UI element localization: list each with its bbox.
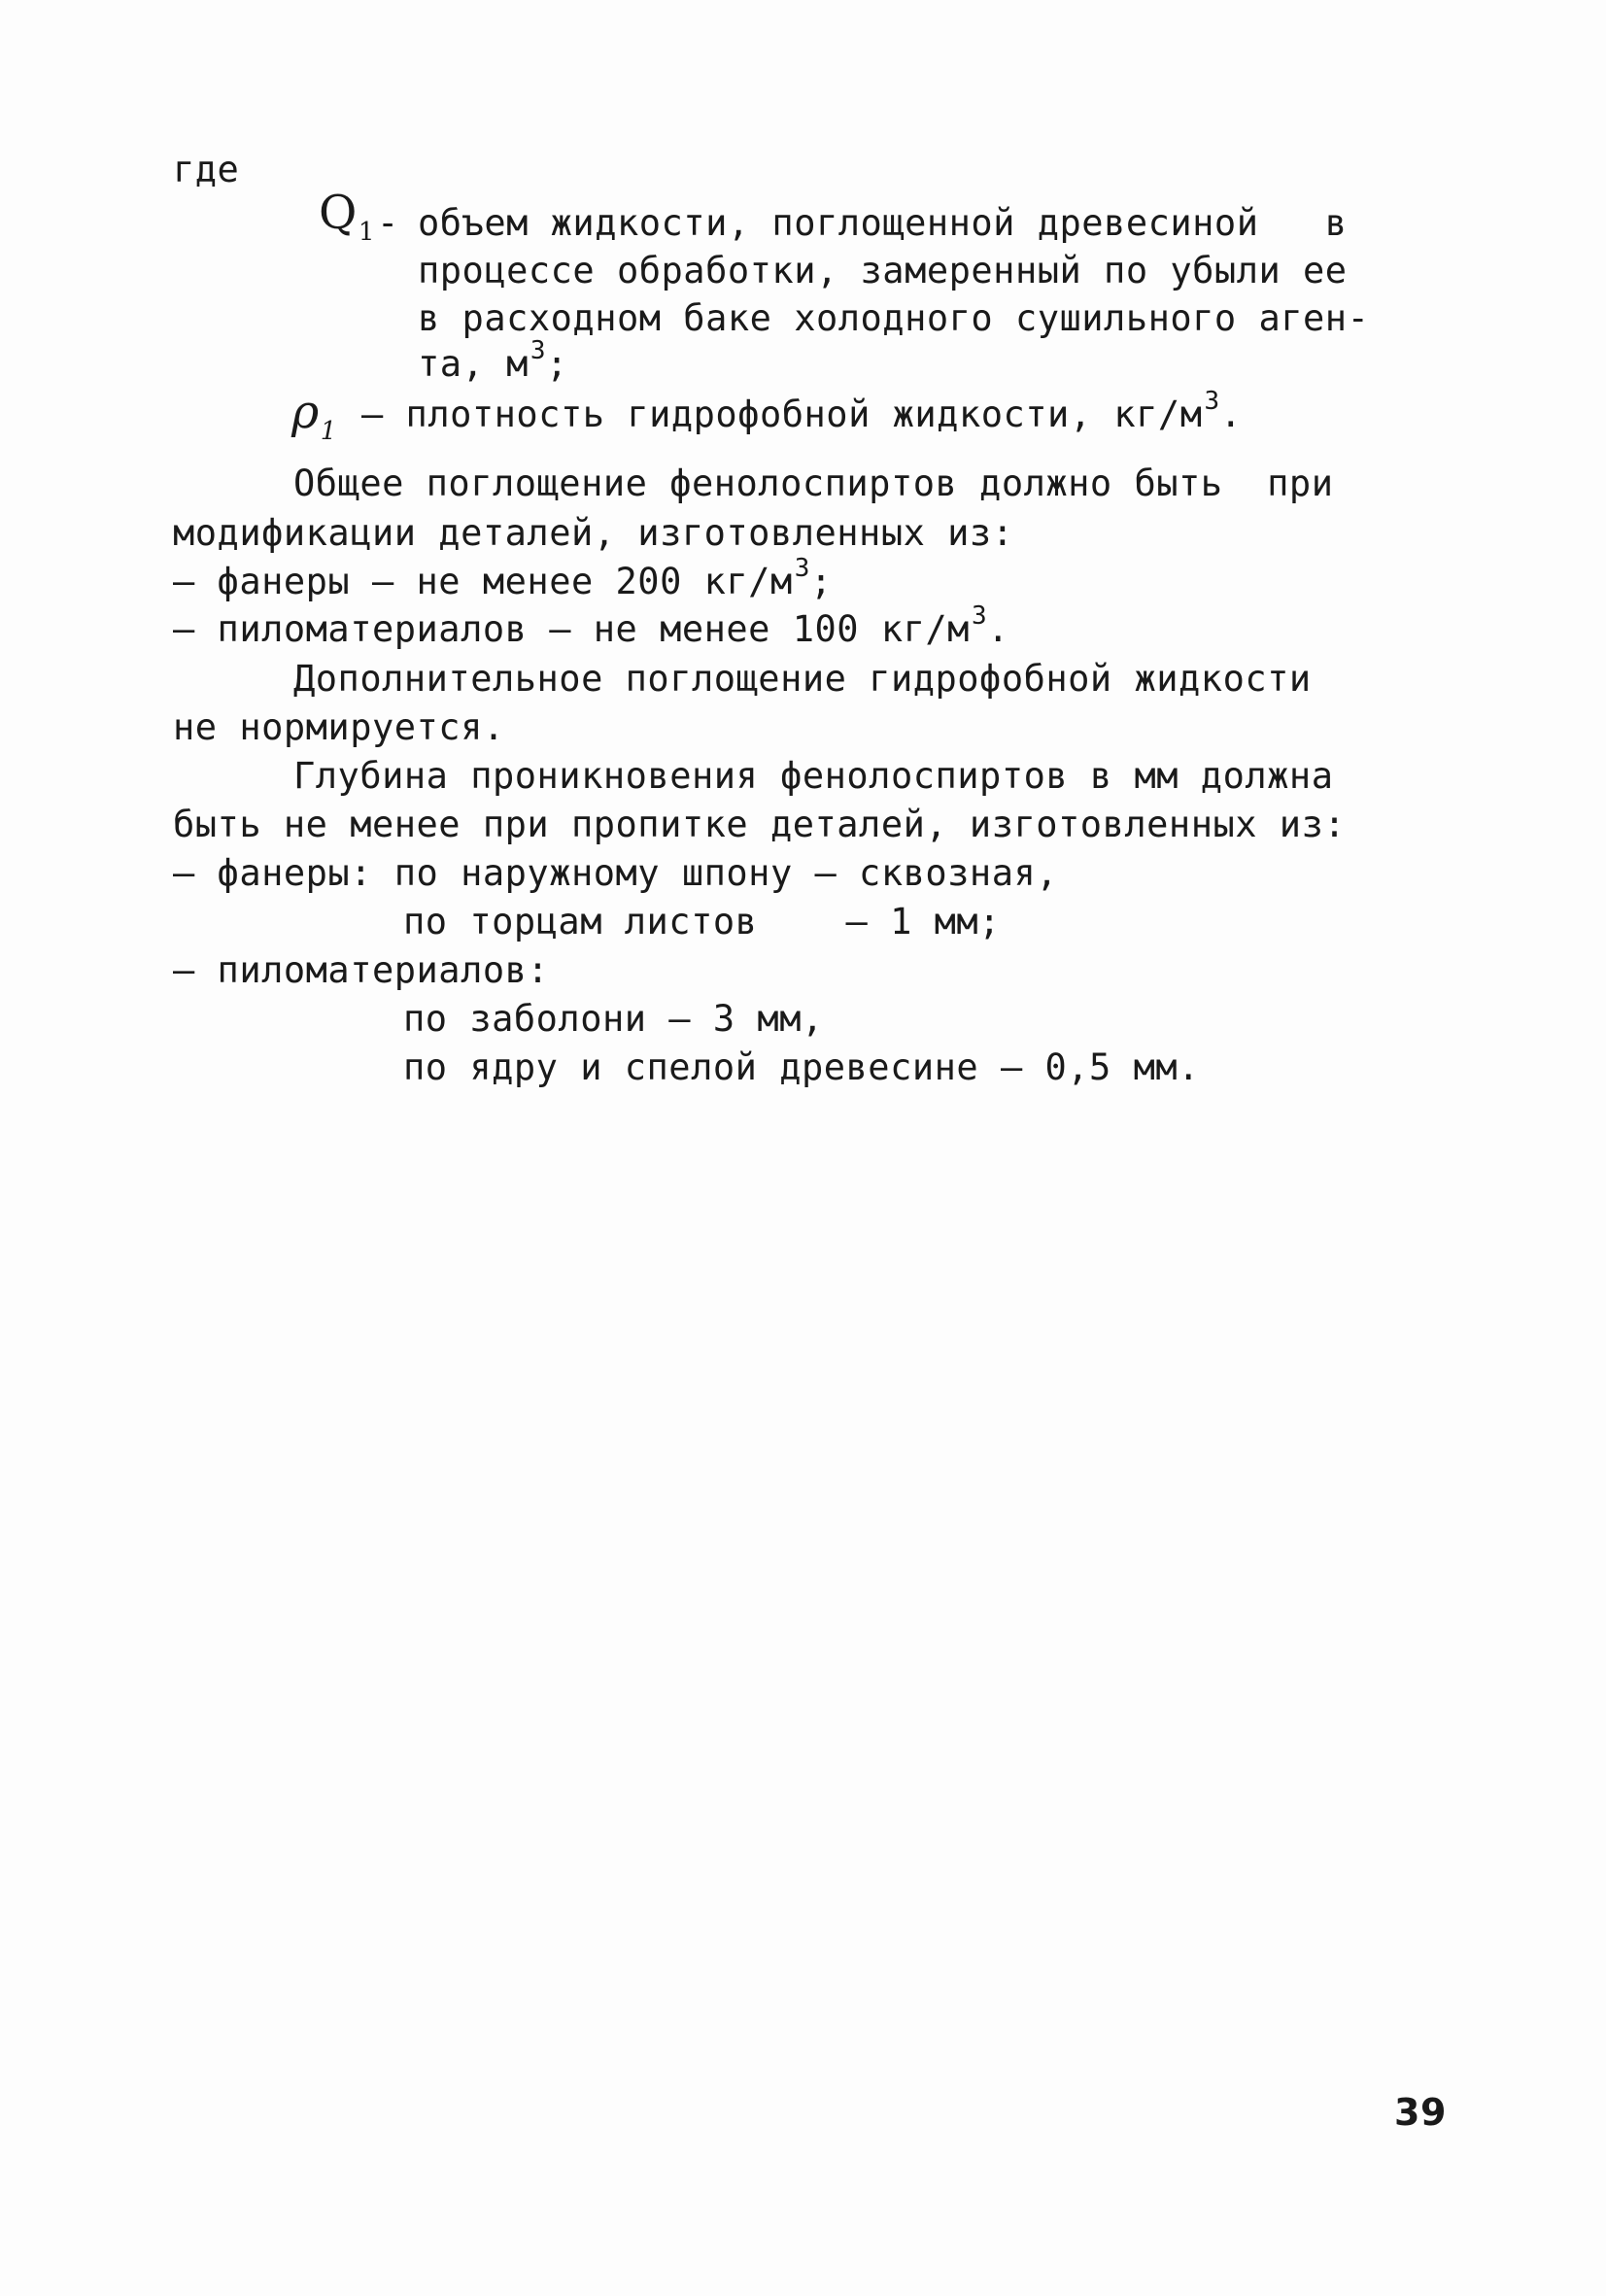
- para1-line1: Общее поглощение фенолоспиртов должно быть при: [293, 463, 1334, 504]
- list1-item-exponent: 3: [971, 601, 988, 631]
- plywood-line2: по торцам листов – 1 мм;: [403, 901, 1001, 942]
- para1-line2: модификации деталей, изготовленных из:: [173, 512, 1014, 554]
- q1-subscript: 1: [358, 218, 375, 247]
- list1-item-exponent: 3: [794, 554, 810, 583]
- page-number: 39: [1394, 2091, 1447, 2134]
- list1-item-tail: .: [987, 608, 1009, 650]
- lumber-line1: – пиломатериалов:: [173, 949, 550, 991]
- para3-line1: Глубина проникновения фенолоспиртов в мм должна: [293, 755, 1334, 797]
- list1-item-text: – фанеры – не менее 200 кг/м: [173, 561, 793, 602]
- q1-unit-tail: ;: [546, 343, 568, 385]
- rho1-subscript: 1: [320, 417, 337, 446]
- lumber-line3: по ядру и спелой древесине – 0,5 мм.: [403, 1046, 1200, 1088]
- list1-item-lumber: [173, 601, 1009, 658]
- rho1-symbol: [291, 385, 337, 446]
- rho1-def-tail: .: [1219, 394, 1243, 435]
- q1-letter: Q: [319, 186, 358, 240]
- q1-unit-text: та, м: [418, 343, 529, 385]
- q1-dash: -: [377, 202, 399, 244]
- list1-item-plywood: [173, 554, 833, 610]
- para2-line2: не нормируется.: [173, 706, 505, 748]
- plywood-line1: – фанеры: по наружному шпону – сквозная,: [173, 852, 1059, 894]
- lumber-line2: по заболони – 3 мм,: [403, 998, 824, 1040]
- rho1-unit-exponent: 3: [1204, 387, 1220, 416]
- q1-def-line3: в расходном баке холодного сушильного аген-: [418, 297, 1370, 339]
- q1-def-line4: [418, 336, 568, 393]
- rho1-def-text: – плотность гидрофобной жидкости, кг/м: [361, 394, 1203, 435]
- rho1-letter: ρ: [291, 385, 320, 439]
- q1-unit-exponent: 3: [530, 336, 547, 365]
- q1-def-line1: объем жидкости, поглощенной древесиной в: [418, 202, 1348, 244]
- where-label: где: [173, 149, 240, 190]
- list1-item-text: – пиломатериалов – не менее 100 кг/м: [173, 608, 970, 650]
- rho1-def: [361, 387, 1243, 443]
- para2-line1: Дополнительное поглощение гидрофобной жидкости: [293, 658, 1312, 700]
- q1-symbol: [319, 186, 375, 247]
- q1-def-line2: процессе обработки, замеренный по убыли ее: [418, 250, 1348, 291]
- para3-line2: быть не менее при пропитке деталей, изготовленных из:: [173, 804, 1347, 845]
- list1-item-tail: ;: [809, 561, 833, 602]
